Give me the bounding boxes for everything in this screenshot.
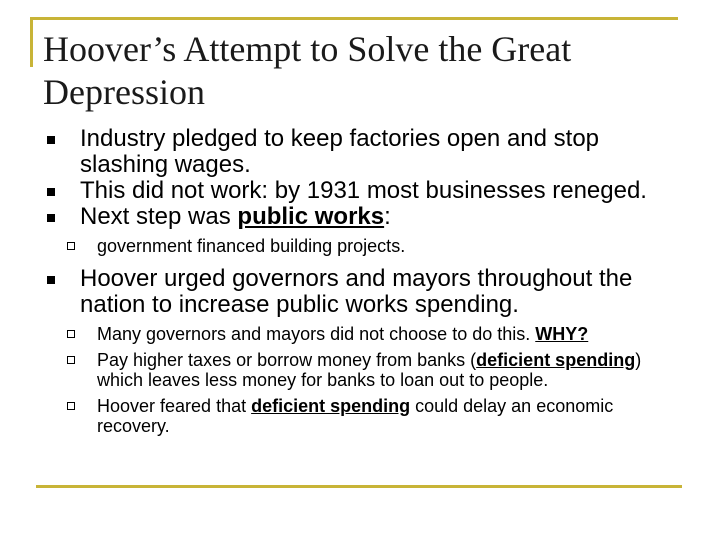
square-bullet-icon: [47, 188, 55, 196]
emphasis-why: WHY?: [535, 324, 589, 344]
slide-body: [0, 126, 720, 436]
emphasis-public-works: public works: [237, 203, 385, 230]
hollow-square-bullet-icon: [67, 402, 75, 410]
square-bullet-icon: [47, 136, 55, 144]
sub-bullet-why: Many governors and mayors did not choose to do this. WHY?: [0, 324, 720, 344]
left-accent-bar: [30, 17, 33, 67]
sub-bullet-government-financed: government financed building projects.: [0, 236, 720, 256]
square-bullet-icon: [47, 276, 55, 284]
bottom-accent-bar: [36, 485, 682, 488]
square-bullet-icon: [47, 214, 55, 222]
bullet-next-step: Next step was public works:: [0, 204, 720, 230]
bullet-did-not-work: This did not work: by 1931 most businesses reneged.: [0, 178, 720, 204]
hollow-square-bullet-icon: [67, 242, 75, 250]
bullet-hoover-urged: Hoover urged governors and mayors throughout the nation to increase public works spending.: [0, 266, 720, 318]
hollow-square-bullet-icon: [67, 356, 75, 364]
sub-bullet-higher-taxes: Pay higher taxes or borrow money from banks (deficient spending) which leaves less money for banks to loan out to people.: [0, 350, 720, 390]
emphasis-deficient-spending: deficient spending: [251, 396, 411, 416]
bullet-industry-pledge: Industry pledged to keep factories open and stop slashing wages.: [0, 126, 720, 178]
hollow-square-bullet-icon: [67, 330, 75, 338]
emphasis-deficient-spending: deficient spending: [476, 350, 636, 370]
top-accent-bar: [30, 17, 678, 20]
slide-title: Hoover’s Attempt to Solve the Great Depression: [43, 29, 572, 112]
sub-bullet-hoover-feared: Hoover feared that deficient spending could delay an economic recovery.: [0, 396, 720, 436]
